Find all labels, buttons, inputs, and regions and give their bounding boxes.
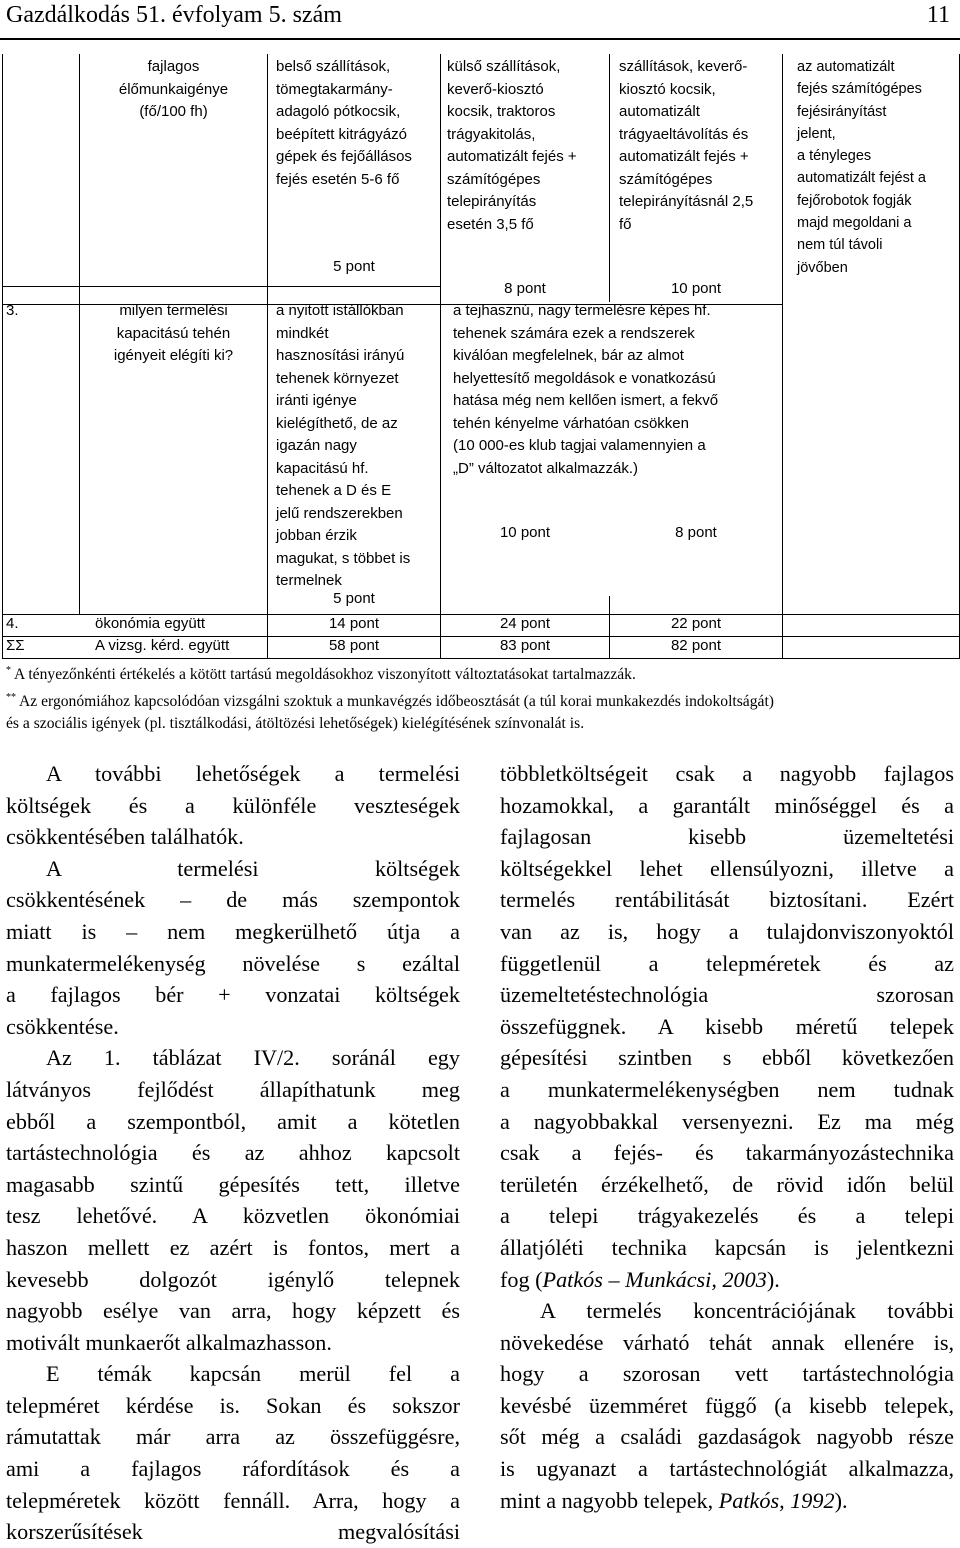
text-line: növekedése várható tehát annak ellenére is, bbox=[500, 1329, 954, 1355]
text-line: a fajlagos bér + vonzatai költségek bbox=[6, 982, 460, 1008]
text-line: fejés esetén 5-6 fő bbox=[276, 170, 400, 188]
text-line: tehenek a D és E bbox=[276, 482, 392, 499]
text-line: belső szállítások, bbox=[276, 58, 391, 75]
text-line: tehén kényelme várhatóan csökken bbox=[453, 414, 689, 432]
text-line: mindkét bbox=[276, 324, 329, 342]
footnote-text: Az ergonómiához kapcsolódóan vizsgálni szoktuk a munkavégzés időbeosztását (a túl korai munkakezdés indokoltságát) bbox=[19, 692, 774, 710]
text-line: csökkentésében találhatók. bbox=[6, 824, 244, 850]
text-line: sőt még a családi gazdaságok nagyobb része bbox=[500, 1424, 954, 1450]
score: 8 pont bbox=[504, 280, 546, 297]
text-line: fő bbox=[619, 215, 632, 233]
text-line: tehenek környezet bbox=[276, 369, 399, 387]
text-line: keverő-kiosztó bbox=[447, 80, 544, 98]
score: 58 pont bbox=[328, 637, 380, 654]
text-line: trágyakitolás, bbox=[447, 125, 536, 143]
text-line: automatizált bbox=[619, 103, 700, 120]
score: 10 pont bbox=[499, 524, 551, 541]
text-line: fejésirányítást bbox=[797, 103, 887, 120]
text-line: beépített kitrágyázó bbox=[276, 125, 407, 143]
cell-internal-transport bbox=[276, 56, 440, 191]
text-line: helyettesítő megoldások e vonatkozású bbox=[453, 369, 716, 387]
text-line: magasabb szintű gépesítés tett, illetve bbox=[6, 1171, 460, 1197]
cell-production-capacity bbox=[80, 300, 267, 368]
text-run: ). bbox=[834, 1487, 848, 1513]
journal-title: Gazdálkodás 51. évfolyam 5. szám bbox=[6, 2, 342, 28]
table-divider-2 bbox=[267, 54, 268, 658]
score: 5 pont bbox=[333, 590, 375, 607]
page-number: 11 bbox=[926, 2, 950, 28]
score: 5 pont bbox=[333, 258, 375, 275]
table-rule-a bbox=[2, 286, 440, 287]
text-line: haszon mellett ez azért is fontos, mert a bbox=[6, 1234, 460, 1260]
text-line: ami a fajlagos ráfordítások és a bbox=[6, 1456, 460, 1482]
text-line: számítógépes bbox=[619, 170, 713, 188]
body-column-right bbox=[500, 758, 954, 1516]
text-line: telepméretek között fennáll. Arra, hogy a bbox=[6, 1487, 460, 1513]
text-line: látványos fejlődést állapíthatunk meg bbox=[6, 1076, 460, 1102]
text-line: is ugyanazt a tartástechnológiát alkalmazza, bbox=[500, 1456, 954, 1482]
text-line: igazán nagy bbox=[276, 437, 357, 454]
table-divider-5 bbox=[782, 54, 783, 658]
paragraph bbox=[6, 758, 460, 853]
row-label: A vizsg. kérd. együtt bbox=[95, 637, 230, 654]
text-line: korszerűsítések megvalósítási bbox=[6, 1519, 460, 1545]
text-line: a nagyobbakkal versenyezni. Ez ma még bbox=[500, 1108, 954, 1134]
text-line: gépek és fejőállásos bbox=[276, 148, 412, 165]
text-line: telepirányítás bbox=[447, 193, 537, 210]
text-line: ebből a szempontból, amit a kötetlen bbox=[6, 1108, 460, 1134]
text-line: hasznosítási irányú bbox=[276, 347, 405, 364]
table-divider-4 bbox=[609, 54, 610, 302]
text-line: kevésbé üzemméret függő (a kisebb telepek, bbox=[500, 1392, 954, 1418]
text-line: fajlagosan kisebb üzemeltetési bbox=[500, 824, 954, 850]
text-line: gépesítési szintben s ebből következően bbox=[500, 1045, 954, 1071]
text-line: majd megoldani a bbox=[797, 215, 912, 232]
text-line: (fő/100 fh) bbox=[139, 103, 208, 120]
text-line: kapacitású hf. bbox=[276, 459, 369, 477]
score: 24 pont bbox=[499, 615, 551, 632]
text-line: telepirányításnál 2,5 bbox=[619, 193, 754, 210]
text-line: van az is, hogy a tulajdonviszonyoktól bbox=[500, 918, 954, 944]
text-line: tartástechnológia és az ahhoz kapcsolt bbox=[6, 1140, 460, 1166]
text-line: többletköltségeit csak a nagyobb fajlagos bbox=[500, 761, 954, 786]
text-line: automatizált fejést a bbox=[797, 170, 926, 187]
text-line: kocsik, traktoros bbox=[447, 103, 556, 120]
text-line: csökkentése. bbox=[6, 1013, 119, 1039]
text-line: jövőben bbox=[797, 259, 848, 276]
text-line: nagyobb esélye van arra, hogy képzett és bbox=[6, 1298, 460, 1324]
text-line: külső szállítások, bbox=[447, 58, 561, 75]
text-line: fejés számítógépes bbox=[797, 81, 922, 98]
text-line: tehenek számára ezek a rendszerek bbox=[453, 324, 695, 342]
text-line: Az 1. táblázat IV/2. soránál egy bbox=[46, 1045, 460, 1071]
text-line: kiosztó kocsik, bbox=[619, 80, 716, 98]
paragraph bbox=[500, 758, 954, 1295]
text-line: milyen termelési bbox=[119, 302, 228, 319]
text-line: a tényleges bbox=[797, 148, 872, 165]
table-border-left bbox=[2, 54, 3, 658]
row-number: ΣΣ bbox=[6, 637, 25, 654]
body-column-left bbox=[6, 758, 460, 1548]
text-line: „D” változatot alkalmazzák.) bbox=[453, 459, 639, 477]
text-line: A termelési költségek bbox=[46, 855, 460, 881]
text-line: termelés rentábilitását biztosítani. Ezért bbox=[500, 887, 954, 913]
footnote bbox=[6, 660, 956, 687]
cell-dairy-systems bbox=[453, 300, 782, 480]
text-line: nem túl távoli bbox=[797, 237, 883, 254]
text-line: rámutattak már arra az összefüggésre, bbox=[6, 1424, 460, 1450]
text-line: (10 000-es klub tagjai valamennyien a bbox=[453, 437, 706, 454]
paragraph bbox=[6, 1358, 460, 1548]
citation: Patkós – Munkácsi, 2003 bbox=[542, 1266, 767, 1292]
text-line: fejőrobotok fogják bbox=[797, 192, 912, 209]
text-line: a munkatermelékenységben nem tudnak bbox=[500, 1076, 954, 1102]
text-line: esetén 3,5 fő bbox=[447, 215, 534, 233]
text-line: automatizált fejés + bbox=[619, 148, 749, 165]
text-line: költségekkel lehet ellensúlyozni, illetve a bbox=[500, 855, 954, 881]
page-header bbox=[0, 0, 960, 40]
text-line: fajlagos bbox=[147, 58, 200, 75]
text-line: szállítások, keverő- bbox=[619, 58, 748, 75]
text-line: automatizált fejés + bbox=[447, 148, 577, 165]
cell-specific-labor bbox=[80, 56, 267, 124]
text-line: magukat, s többet is bbox=[276, 549, 411, 567]
text-line: az automatizált bbox=[797, 59, 895, 75]
text-line: területén érzékelhető, de rövid időn belül bbox=[500, 1171, 954, 1197]
paragraph bbox=[500, 1295, 954, 1516]
text-line: a tejhasznú, nagy termelésre képes hf. bbox=[453, 302, 711, 319]
score: 82 pont bbox=[670, 637, 722, 654]
paragraph bbox=[6, 853, 460, 1043]
text-line: hogy a szorosan vett tartástechnológia bbox=[500, 1361, 954, 1387]
text-run: mint a nagyobb telepek, bbox=[500, 1487, 719, 1513]
text-line: iránti igénye bbox=[276, 392, 357, 409]
cell-automated-transport bbox=[619, 56, 782, 236]
text-line: tesz lehetővé. A közvetlen ökonómiai bbox=[6, 1203, 460, 1229]
text-line: kiválóan megfelelnek, bár az almot bbox=[453, 347, 684, 364]
text-line: kapacitású tehén bbox=[116, 324, 231, 342]
text-line: telepméret kérdése is. Sokan és sokszor bbox=[6, 1392, 460, 1418]
text-line: A további lehetőségek a termelési bbox=[46, 761, 460, 786]
score: 22 pont bbox=[670, 615, 722, 632]
table-rule-e bbox=[2, 658, 960, 659]
text-line: tömegtakarmány- bbox=[276, 80, 393, 98]
text-line: kielégíthető, de az bbox=[276, 414, 398, 432]
text-line: üzemeltetéstechnológia szorosan bbox=[500, 982, 954, 1008]
cell-open-barns bbox=[276, 300, 440, 593]
cell-external-transport bbox=[447, 56, 609, 236]
text-line bbox=[500, 1485, 954, 1517]
text-line: igényeit elégíti ki? bbox=[113, 347, 234, 364]
citation: Patkós, 1992 bbox=[718, 1487, 835, 1513]
text-line: a telepi trágyakezelés és a telepi bbox=[500, 1203, 954, 1229]
footnote-mark: * bbox=[6, 665, 11, 676]
text-line: állatjóléti technika kapcsán is jelentkezni bbox=[500, 1234, 954, 1260]
footnote bbox=[6, 687, 956, 714]
cell-automated-milking bbox=[797, 56, 959, 279]
text-line: A termelés koncentrációjának további bbox=[540, 1298, 954, 1324]
text-line: motivált munkaerőt alkalmazhasson. bbox=[6, 1329, 332, 1355]
row-label: ökonómia együtt bbox=[95, 615, 206, 632]
score: 83 pont bbox=[499, 637, 551, 654]
text-line: termelnek bbox=[276, 572, 342, 589]
text-run: ). bbox=[766, 1266, 780, 1292]
table-footnotes bbox=[6, 660, 956, 736]
text-line: összefüggnek. A kisebb méretű telepek bbox=[500, 1013, 954, 1039]
evaluation-table bbox=[0, 40, 960, 658]
text-line: adagoló pótkocsik, bbox=[276, 103, 401, 120]
text-line: függetlenül a telepméretek és az bbox=[500, 950, 954, 976]
text-line: kevesebb dolgozót igénylő telepnek bbox=[6, 1266, 460, 1292]
footnote-mark: ** bbox=[6, 691, 16, 703]
text-line: a nyitott istállókban bbox=[276, 302, 404, 319]
text-line: jelű rendszerekben bbox=[276, 504, 403, 522]
text-line: munkatermelékenység növelése s ezáltal bbox=[6, 950, 460, 976]
text-line bbox=[500, 1264, 954, 1296]
text-line: trágyaeltávolítás és bbox=[619, 125, 749, 143]
text-line: költségek és a különféle veszteségek bbox=[6, 792, 460, 818]
text-line: hozamokkal, a garantált minőséggel és a bbox=[500, 792, 954, 818]
text-line: csökkentésének – de más szempontok bbox=[6, 887, 460, 913]
score: 14 pont bbox=[328, 615, 380, 632]
footnote-text: A tényezőnkénti értékelés a kötött tartású megoldásokhoz viszonyított változtatásokat tartalmazzák. bbox=[14, 666, 636, 683]
text-line: miatt is – nem megkerülhető útja a bbox=[6, 918, 460, 944]
text-line: csak a fejés- és takarmányozástechnika bbox=[500, 1140, 954, 1166]
text-run: fog ( bbox=[500, 1266, 543, 1292]
row-number: 3. bbox=[6, 302, 19, 319]
score: 10 pont bbox=[670, 280, 722, 297]
paragraph bbox=[6, 1042, 460, 1358]
text-line: jelent, bbox=[797, 125, 836, 142]
footnote: és a szociális igények (pl. tisztálkodási, átöltözési lehetőségek) kielégítésének színvonalát is. bbox=[6, 715, 585, 732]
text-line: jobban érzik bbox=[276, 527, 357, 544]
text-line: élőmunkaigénye bbox=[118, 80, 229, 98]
text-line: számítógépes bbox=[447, 170, 541, 188]
text-line: hatása még nem kellően ismert, a fekvő bbox=[453, 392, 719, 409]
table-divider-3 bbox=[440, 54, 441, 658]
text-line: E témák kapcsán merül fel a bbox=[46, 1361, 460, 1387]
row-number: 4. bbox=[6, 615, 19, 632]
score: 8 pont bbox=[675, 524, 717, 541]
